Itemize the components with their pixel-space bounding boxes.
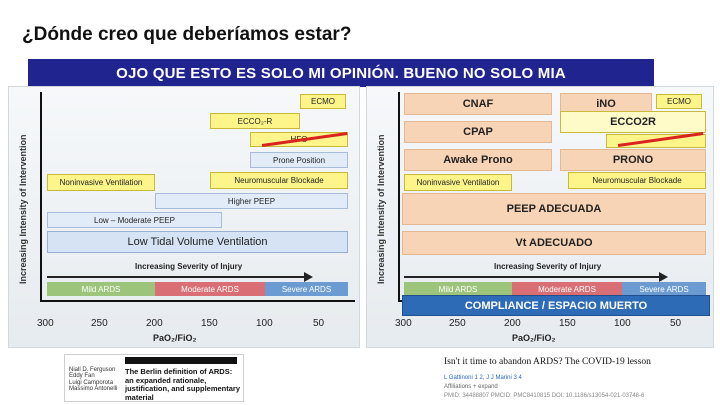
left-tick-50: 50 xyxy=(313,318,325,329)
reference-affiliations[interactable]: Affiliations + expand xyxy=(444,384,498,390)
reference-ids: PMID: 34488807 PMCID: PMC8410815 DOI: 10.1186/s13054-021-03748-6 xyxy=(444,393,645,399)
right-box-vt: Vt ADECUADO xyxy=(402,231,706,255)
left-tick-150: 150 xyxy=(201,318,218,329)
right-box-cnaf: CNAF xyxy=(404,93,552,115)
opinion-banner: OJO QUE ESTO ES SOLO MI OPINIÓN. BUENO NO SOLO MIA xyxy=(28,59,654,87)
right-tick-50: 50 xyxy=(670,318,682,329)
right-box-ino: iNO xyxy=(560,93,652,115)
left-box-niv: Noninvasive Ventilation xyxy=(47,174,155,191)
paper-authors: Niall D. Ferguson Eddy Fan Luigi Camporota Massimo Antonelli xyxy=(69,367,118,393)
left-box-ecco2r: ECCO₂-R xyxy=(210,113,300,129)
right-box-peep: PEEP ADECUADA xyxy=(402,193,706,225)
right-box-awake-prono: Awake Prono xyxy=(404,149,552,171)
paper-title: The Berlin definition of ARDS: an expanded rationale, justification, and supplementary material xyxy=(125,367,241,402)
right-box-nmb: Neuromuscular Blockade xyxy=(568,172,706,189)
left-tick-250: 250 xyxy=(91,318,108,329)
right-box-prono: PRONO xyxy=(560,149,706,171)
paper-header-bar xyxy=(125,357,237,364)
left-severity-label: Increasing Severity of Injury xyxy=(135,262,243,271)
right-tick-100: 100 xyxy=(614,318,631,329)
berlin-paper-clipping xyxy=(64,354,244,402)
left-y-axis xyxy=(40,92,42,302)
right-seg-moderate: Moderate ARDS xyxy=(512,282,622,296)
right-box-ecmo: ECMO xyxy=(656,94,702,109)
left-box-ltvv: Low Tidal Volume Ventilation xyxy=(47,231,348,253)
left-severity-arrowhead xyxy=(304,272,313,282)
right-severity-arrowhead xyxy=(659,272,668,282)
left-x-axis-label: PaO₂/FiO₂ xyxy=(153,333,197,343)
right-box-ecco2r: ECCO2R xyxy=(560,111,706,133)
covid-reference xyxy=(444,357,704,399)
left-seg-mild: Mild ARDS xyxy=(47,282,155,296)
left-x-axis xyxy=(40,300,355,302)
left-tick-300: 300 xyxy=(37,318,54,329)
right-severity-label: Increasing Severity of Injury xyxy=(494,262,602,271)
right-x-axis-label: PaO₂/FiO₂ xyxy=(512,333,556,343)
left-tick-100: 100 xyxy=(256,318,273,329)
right-box-cpap: CPAP xyxy=(404,121,552,143)
slide-title: ¿Dónde creo que deberíamos estar? xyxy=(22,24,352,45)
left-box-prone: Prone Position xyxy=(250,152,348,168)
right-tick-150: 150 xyxy=(559,318,576,329)
left-box-ecmo: ECMO xyxy=(300,94,346,109)
right-tick-200: 200 xyxy=(504,318,521,329)
reference-authors[interactable]: L Gattinoni 1 2, J J Marini 3 4 xyxy=(444,375,522,381)
left-tick-200: 200 xyxy=(146,318,163,329)
left-seg-moderate: Moderate ARDS xyxy=(155,282,265,296)
left-box-nmb: Neuromuscular Blockade xyxy=(210,172,348,189)
left-box-low-peep: Low – Moderate PEEP xyxy=(47,212,222,228)
right-y-axis-label: Increasing Intensity of Intervention xyxy=(376,134,386,284)
left-box-higher-peep: Higher PEEP xyxy=(155,193,348,209)
right-seg-severe: Severe ARDS xyxy=(622,282,706,296)
right-seg-mild: Mild ARDS xyxy=(404,282,512,296)
reference-title: Isn't it time to abandon ARDS? The COVID-19 lesson xyxy=(444,357,651,367)
left-y-axis-label: Increasing Intensity of Intervention xyxy=(18,134,28,284)
right-severity-arrow-line xyxy=(404,276,660,278)
right-y-axis xyxy=(398,92,400,302)
right-tick-300: 300 xyxy=(395,318,412,329)
right-tick-250: 250 xyxy=(449,318,466,329)
left-severity-arrow-line xyxy=(47,276,305,278)
right-box-niv: Noninvasive Ventilation xyxy=(404,174,512,191)
compliance-bar: COMPLIANCE / ESPACIO MUERTO xyxy=(402,295,710,316)
left-seg-severe: Severe ARDS xyxy=(265,282,348,296)
